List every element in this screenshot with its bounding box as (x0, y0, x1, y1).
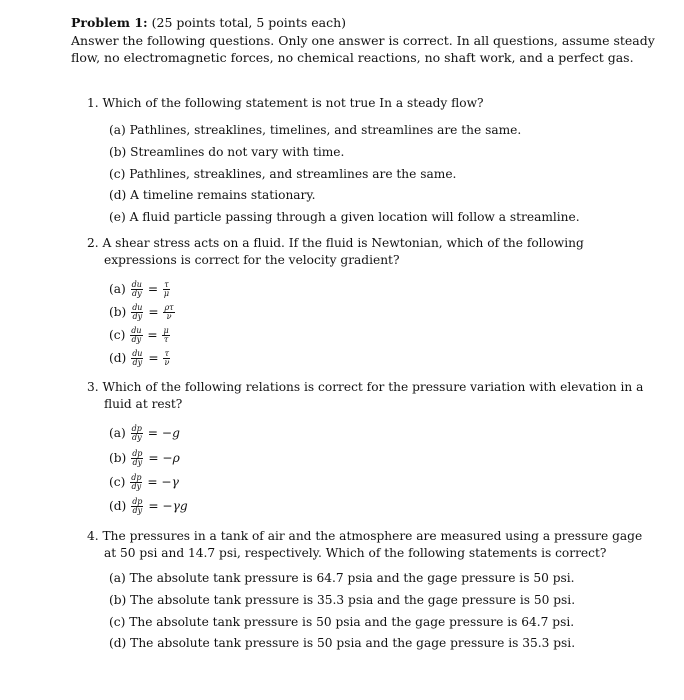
q2-b-rhs-fraction (163, 304, 174, 321)
q2-c-label: (c) (109, 328, 126, 342)
q2-c-equals: = (147, 328, 158, 342)
q3-c-lhs-num: dp (131, 473, 142, 482)
q2-a-lhs-den: dy (131, 289, 142, 298)
question-4-text: 4. The pressures in a tank of air and the atmosphere are measured using a pressure gage at 50 psi and 14.7 psi, respectively. Which of the following statements is correct? (87, 529, 643, 560)
q3-b-lhs-num: dp (132, 449, 143, 458)
q3-b-label: (b) (109, 451, 127, 465)
q2-a-lhs-num: du (131, 280, 142, 289)
q1-option-a: (a) Pathlines, streaklines, timelines, and streamlines are the same. (109, 123, 522, 137)
q3-c-label: (c) (109, 475, 126, 489)
q2-d-rhs-num: τ (164, 349, 170, 358)
q2-a-lhs-fraction (131, 281, 143, 298)
q1-option-d: (d) A timeline remains stationary. (109, 188, 316, 202)
q2-b-label: (b) (109, 305, 127, 319)
q2-option-c (109, 327, 171, 344)
question-3-text: 3. Which of the following relations is correct for the pressure variation with elevation in a fluid at rest? (87, 380, 644, 411)
q3-d-lhs-den: dy (132, 506, 143, 515)
q2-d-label: (d) (109, 351, 127, 365)
q2-b-lhs-fraction (131, 304, 143, 321)
q2-a-rhs-num: τ (164, 280, 169, 289)
q3-b-lhs-fraction (131, 450, 143, 467)
q2-c-lhs-num: du (131, 326, 142, 335)
q1-option-c: (c) Pathlines, streaklines, and streamlines are the same. (109, 167, 457, 181)
question-3-stem (87, 379, 655, 413)
question-2-stem (87, 235, 655, 269)
question-4-stem (87, 528, 655, 562)
q3-c-rhs: = −γ (147, 475, 179, 489)
q2-b-lhs-num: du (132, 303, 143, 312)
q2-option-a (109, 281, 171, 298)
q2-c-rhs-num: μ (163, 326, 169, 335)
problem-header (71, 14, 656, 67)
q2-a-rhs-den: μ (163, 289, 170, 298)
question-1-stem: 1. Which of the following statement is not true In a steady flow? (87, 96, 484, 110)
q2-d-equals: = (148, 351, 159, 365)
q2-d-lhs-num: du (132, 349, 143, 358)
q4-option-d: (d) The absolute tank pressure is 50 psia and the gage pressure is 35.3 psi. (109, 636, 576, 650)
q3-a-lhs-num: dp (131, 424, 142, 433)
q2-b-lhs-den: dy (132, 312, 143, 321)
problem-title: Problem 1: (71, 15, 148, 30)
q2-d-rhs-den: ν (164, 358, 170, 367)
q2-c-lhs-den: dy (131, 335, 142, 344)
problem-intro: Answer the following questions. Only one answer is correct. In all questions, assume steady flow, no electromagnetic forces, no chemical reactions, no shaft work, and a perfect gas. (71, 32, 655, 65)
q2-a-rhs-fraction (163, 281, 170, 298)
q2-c-rhs-den: τ (163, 335, 169, 344)
q3-b-lhs-den: dy (132, 458, 143, 467)
q3-d-rhs: = −γg (148, 499, 188, 513)
q3-a-rhs: = −g (147, 426, 180, 440)
q3-option-b (109, 450, 180, 467)
q3-a-label: (a) (109, 426, 126, 440)
q2-b-rhs-num: ρτ (164, 303, 174, 312)
q2-b-equals: = (148, 305, 159, 319)
q3-d-lhs-num: dp (132, 497, 143, 506)
q2-a-equals: = (147, 282, 159, 296)
q2-d-lhs-den: dy (132, 358, 143, 367)
q2-d-rhs-fraction (163, 350, 170, 367)
q3-a-lhs-fraction (131, 425, 143, 442)
q3-option-a (109, 425, 180, 442)
q3-c-lhs-fraction (130, 474, 142, 491)
q2-c-lhs-fraction (130, 327, 142, 344)
q2-option-b (109, 304, 176, 321)
q2-option-d (109, 350, 171, 367)
q4-option-c: (c) The absolute tank pressure is 50 psia and the gage pressure is 64.7 psi. (109, 615, 575, 629)
problem-points: (25 points total, 5 points each) (151, 15, 347, 30)
q4-option-b: (b) The absolute tank pressure is 35.3 psia and the gage pressure is 50 psi. (109, 593, 576, 607)
q4-option-a: (a) The absolute tank pressure is 64.7 psia and the gage pressure is 50 psi. (109, 571, 575, 585)
q1-option-b: (b) Streamlines do not vary with time. (109, 145, 345, 159)
q2-b-rhs-den: ν (166, 312, 172, 321)
q3-c-lhs-den: dy (131, 482, 142, 491)
q3-b-rhs: = −ρ (148, 451, 180, 465)
q3-option-d (109, 498, 188, 515)
q3-d-label: (d) (109, 499, 127, 513)
q3-d-lhs-fraction (131, 498, 143, 515)
q3-option-c (109, 474, 179, 491)
q2-a-label: (a) (109, 282, 126, 296)
question-2-text: 2. A shear stress acts on a fluid. If the fluid is Newtonian, which of the following expressions is correct for the velocity gradient? (87, 236, 584, 267)
q2-d-lhs-fraction (131, 350, 143, 367)
q1-option-e: (e) A fluid particle passing through a given location will follow a streamline. (109, 210, 580, 224)
q3-a-lhs-den: dy (131, 433, 142, 442)
q2-c-rhs-fraction (162, 327, 169, 344)
